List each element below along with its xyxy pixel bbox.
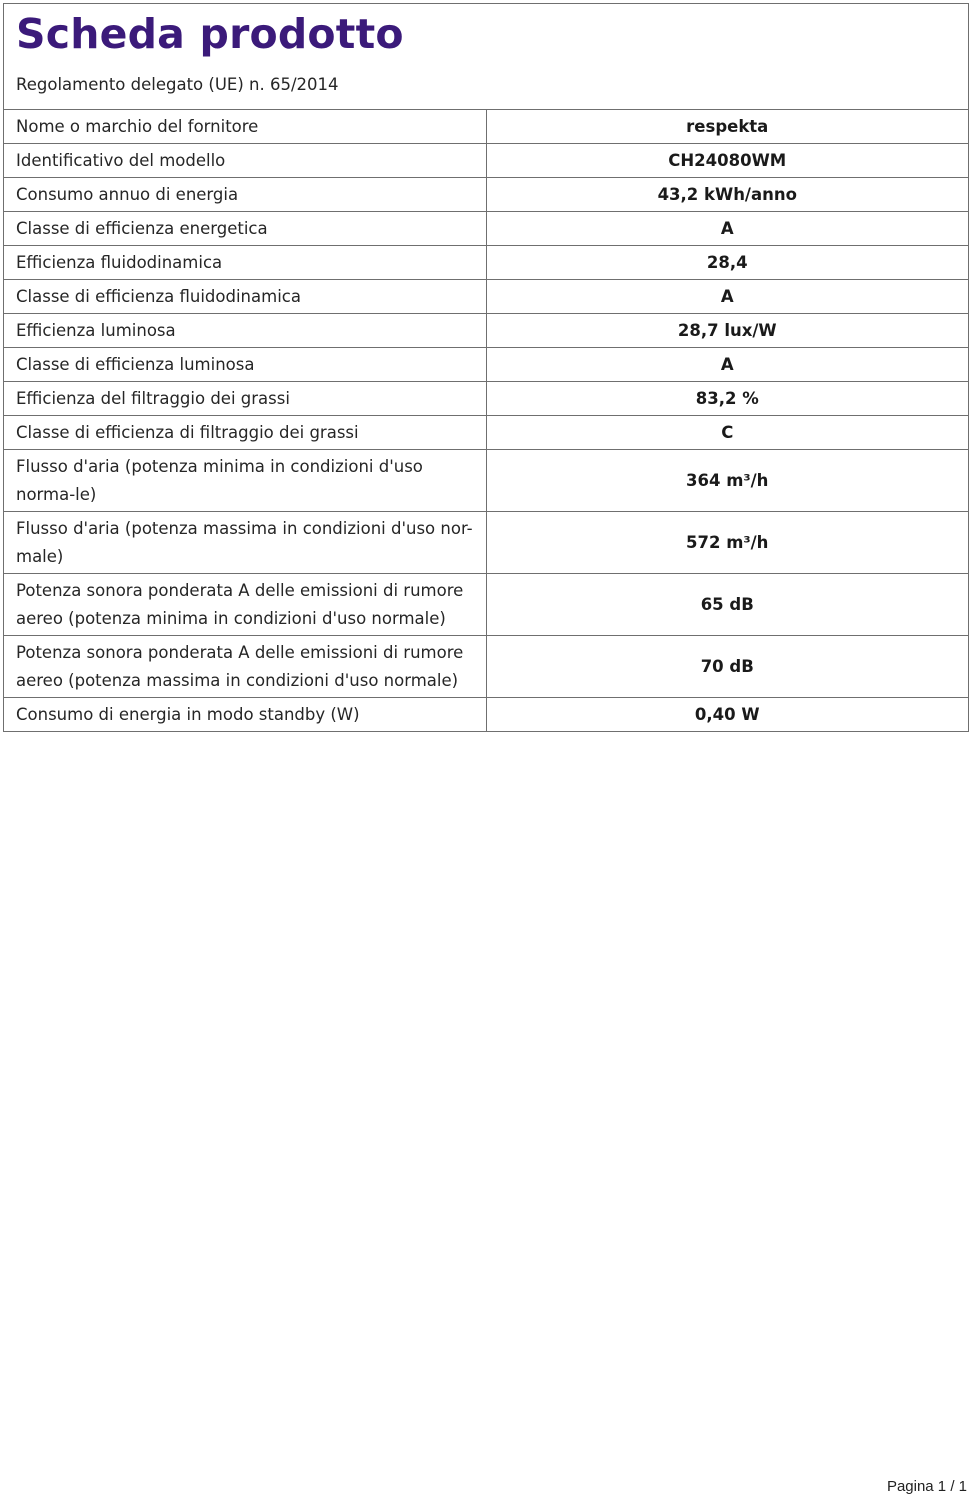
row-label: Consumo di energia in modo standby (W) (4, 698, 486, 732)
table-row (4, 512, 968, 574)
table-row (4, 574, 968, 636)
row-value: 83,2 % (486, 382, 968, 416)
row-value: 43,2 kWh/anno (486, 178, 968, 212)
row-label: Consumo annuo di energia (4, 178, 486, 212)
row-label: Nome o marchio del fornitore (4, 110, 486, 144)
row-label: Efficienza luminosa (4, 314, 486, 348)
row-value: CH24080WM (486, 144, 968, 178)
row-value: A (486, 348, 968, 382)
row-label: Classe di efficienza luminosa (4, 348, 486, 382)
table-row (4, 698, 968, 732)
row-label: Efficienza del filtraggio dei grassi (4, 382, 486, 416)
product-sheet (3, 3, 969, 732)
table-row (4, 450, 968, 512)
row-label: Classe di efficienza di filtraggio dei grassi (4, 416, 486, 450)
product-spec-table (4, 110, 968, 731)
row-value: 28,7 lux/W (486, 314, 968, 348)
row-value: 0,40 W (486, 698, 968, 732)
table-row (4, 636, 968, 698)
row-label: Classe di efficienza energetica (4, 212, 486, 246)
table-row (4, 178, 968, 212)
table-row (4, 144, 968, 178)
row-label: Potenza sonora ponderata A delle emissioni di rumore aereo (potenza minima in condizioni d'uso normale) (4, 574, 486, 636)
row-value: C (486, 416, 968, 450)
row-label: Flusso d'aria (potenza massima in condizioni d'uso nor-male) (4, 512, 486, 574)
row-label: Flusso d'aria (potenza minima in condizioni d'uso norma-le) (4, 450, 486, 512)
row-value: A (486, 212, 968, 246)
row-value: 572 m³/h (486, 512, 968, 574)
row-label: Identificativo del modello (4, 144, 486, 178)
page-title: Scheda prodotto (16, 10, 404, 58)
row-value: 28,4 (486, 246, 968, 280)
table-row (4, 110, 968, 144)
row-label: Potenza sonora ponderata A delle emissioni di rumore aereo (potenza massima in condizioni d'uso normale) (4, 636, 486, 698)
table-row (4, 246, 968, 280)
row-value: 364 m³/h (486, 450, 968, 512)
regulation-subtitle: Regolamento delegato (UE) n. 65/2014 (16, 75, 339, 94)
table-row (4, 416, 968, 450)
table-row (4, 280, 968, 314)
row-label: Efficienza fluidodinamica (4, 246, 486, 280)
sheet-header (4, 4, 968, 110)
row-value: A (486, 280, 968, 314)
table-row (4, 314, 968, 348)
row-value: 65 dB (486, 574, 968, 636)
row-value: 70 dB (486, 636, 968, 698)
table-row (4, 348, 968, 382)
table-row (4, 212, 968, 246)
row-value: respekta (686, 116, 769, 136)
row-label: Classe di efficienza fluidodinamica (4, 280, 486, 314)
page-number: Pagina 1 / 1 (886, 1478, 967, 1495)
table-row (4, 382, 968, 416)
